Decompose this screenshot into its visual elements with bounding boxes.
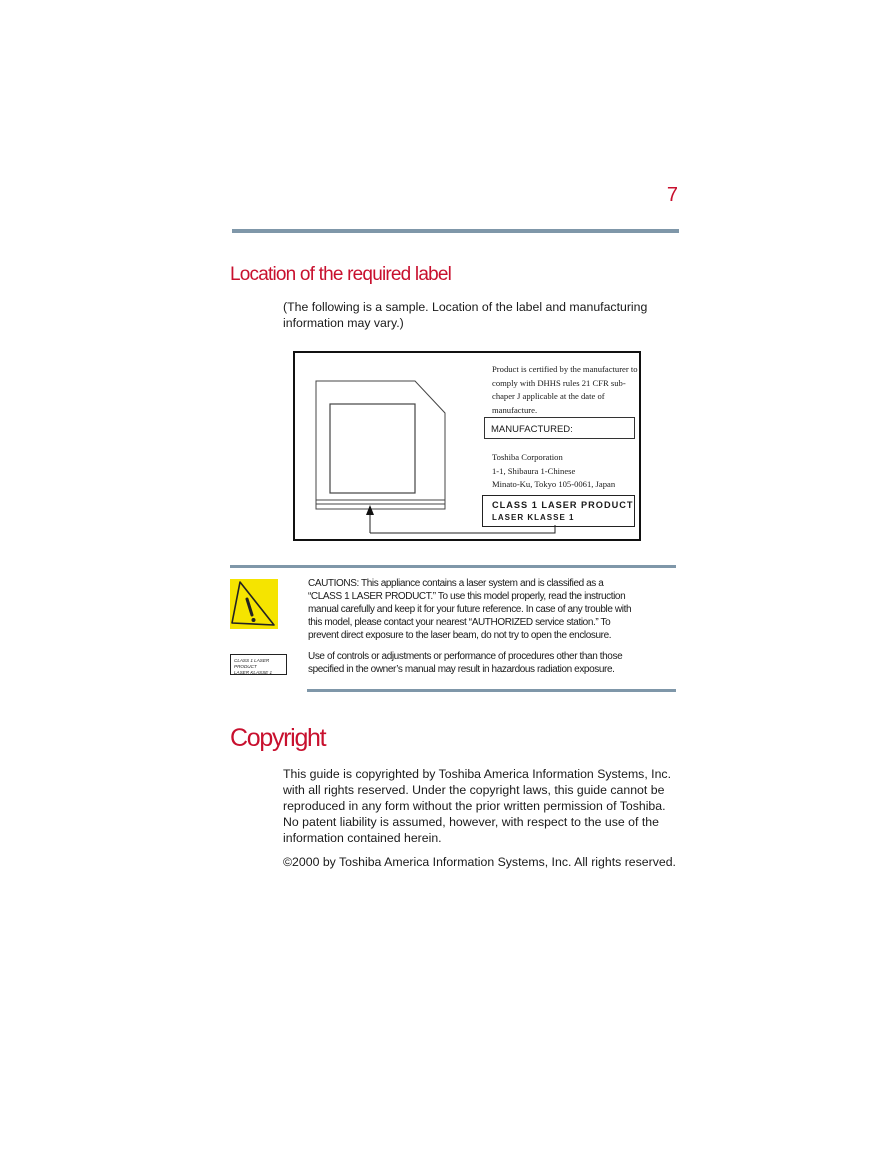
caution-bottom-rule xyxy=(307,689,676,692)
section-heading-label-location: Location of the required label xyxy=(230,264,452,285)
section-heading-copyright: Copyright xyxy=(230,724,326,752)
address-line: Minato-Ku, Tokyo 105-0061, Japan xyxy=(492,479,616,489)
cert-line: manufacture. xyxy=(492,404,538,415)
radiation-line: Use of controls or adjustments or performance of procedures other than those xyxy=(308,651,623,662)
drive-outline xyxy=(316,381,445,509)
arrow-head-icon xyxy=(366,505,374,515)
warning-triangle-icon xyxy=(230,579,278,629)
caution-line: prevent direct exposure to the laser beam, do not try to open the enclosure. xyxy=(308,630,612,641)
intro-line: (The following is a sample. Location of the label and manufacturing xyxy=(283,300,648,314)
copyright-line: This guide is copyrighted by Toshiba America Information Systems, Inc. xyxy=(283,767,671,781)
caution-paragraph xyxy=(308,577,653,642)
certification-text xyxy=(492,363,640,417)
cert-line: comply with DHHS rules 21 CFR sub- xyxy=(492,377,626,388)
small-label-line: CLASS 1 LASER PRODUCT xyxy=(234,658,270,669)
address-line: Toshiba Corporation xyxy=(492,452,563,462)
manufacturer-address xyxy=(492,451,640,492)
caution-line: CAUTIONS: This appliance contains a laser system and is classified as a xyxy=(308,578,604,589)
copyright-line: information contained herein. xyxy=(283,831,442,845)
caution-line: manual carefully and keep it for your future reference. In case of any trouble with xyxy=(308,604,632,615)
intro-line: information may vary.) xyxy=(283,316,404,330)
copyright-notice: ©2000 by Toshiba America Information Systems, Inc. All rights reserved. xyxy=(283,855,676,869)
copyright-line: reproduced in any form without the prior written permission of Toshiba. xyxy=(283,799,666,813)
copyright-line: No patent liability is assumed, however, with respect to the use of the xyxy=(283,815,659,829)
address-line: 1-1, Shibaura 1-Chinese xyxy=(492,465,576,476)
radiation-line: specified in the owner’s manual may result in hazardous radiation exposure. xyxy=(308,664,615,675)
laser-class-line2: LASER KLASSE 1 xyxy=(492,513,575,522)
cert-line: Product is certified by the manufacturer to xyxy=(492,364,638,374)
copyright-line: with all rights reserved. Under the copyright laws, this guide cannot be xyxy=(283,783,665,797)
page-number: 7 xyxy=(666,184,678,206)
copyright-paragraph xyxy=(283,766,678,846)
caution-line: this model, please contact your nearest “AUTHORIZED service station.” To xyxy=(308,617,611,628)
small-laser-label xyxy=(230,654,287,675)
cert-line: chaper J applicable at the date of xyxy=(492,391,605,401)
laser-class-line1: CLASS 1 LASER PRODUCT xyxy=(492,500,634,510)
manufactured-box: MANUFACTURED: xyxy=(484,417,635,439)
header-rule xyxy=(232,229,679,233)
drive-window xyxy=(330,404,415,493)
caution-line: “CLASS 1 LASER PRODUCT.” To use this model properly, read the instruction xyxy=(308,591,626,602)
caution-top-rule xyxy=(230,565,676,568)
intro-text xyxy=(283,299,647,331)
radiation-warning-paragraph xyxy=(308,650,653,676)
laser-class-box xyxy=(482,495,635,527)
label-figure xyxy=(293,351,641,541)
small-label-line: LASER KLASSE 1 xyxy=(234,670,273,675)
